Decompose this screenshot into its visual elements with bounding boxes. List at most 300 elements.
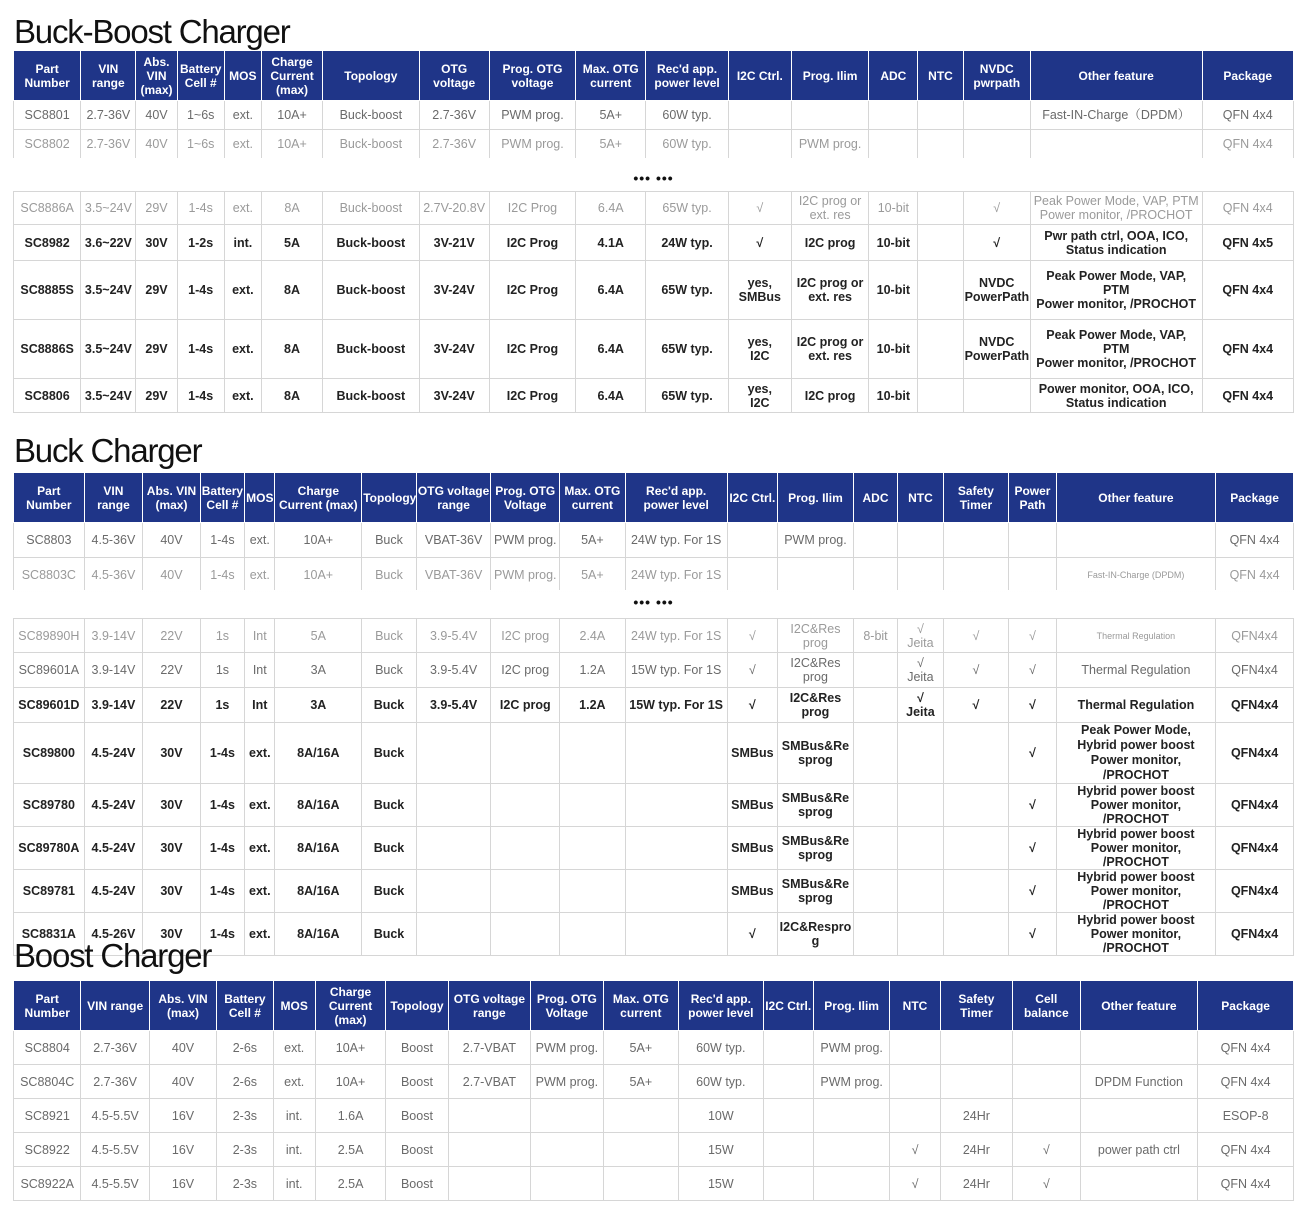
table-cell: ext. [224,130,261,159]
table-cell: 2.7V-20.8V [419,192,489,225]
table-cell [625,784,727,827]
table-cell: 8A [261,320,322,379]
table-cell: PWM prog. [531,1031,603,1065]
table-cell: PWM prog. [791,130,868,159]
table-cell: int. [224,225,261,261]
table-cell: QFN 4x4 [1202,379,1294,413]
table-cell: √ [1013,1167,1080,1201]
table-cell: 1-4s [200,827,244,870]
column-header: VIN range [81,51,136,101]
table-cell: QFN 4x4 [1202,192,1294,225]
table-cell [918,225,963,261]
table-cell: Int [245,619,275,653]
table-cell [491,913,560,956]
part-number-cell: SC89780A [14,827,85,870]
boost-table [13,980,1294,1201]
table-cell: 22V [143,653,201,688]
table-cell: Buck [362,688,417,723]
table-cell: 5A [261,225,322,261]
table-cell [763,1065,813,1099]
table-row [14,261,1294,320]
table-cell: Buck [362,870,417,913]
table-row [14,723,1294,784]
table-cell: 4.5-24V [84,784,143,827]
table-cell: power path ctrl [1080,1133,1198,1167]
table-cell [560,827,626,870]
table-cell: 1-2s [177,225,224,261]
table-row [14,225,1294,261]
table-cell: yes, I2C [728,379,791,413]
table-cell [853,870,897,913]
table-cell [416,870,491,913]
table-cell: 8A/16A [275,870,362,913]
table-cell: SMBus&Re sprog [778,784,854,827]
table-cell [898,558,943,592]
table-cell: 8A [261,261,322,320]
table-cell: SMBus [727,723,777,784]
table-cell: 2.5A [315,1133,385,1167]
part-number-cell: SC8922A [14,1167,81,1201]
table-cell: 8A/16A [275,913,362,956]
table-cell: I2C prog [491,619,560,653]
table-cell: 3.9-5.4V [416,688,491,723]
table-cell: I2C Prog [489,192,575,225]
part-number-cell: SC8801 [14,101,81,130]
table-cell: 24Hr [940,1133,1012,1167]
table-cell [853,653,897,688]
table-cell: 3.5~24V [81,320,136,379]
table-cell: 3.9-14V [84,653,143,688]
table-cell: I2C Prog [489,261,575,320]
table-cell: √ Jeita [898,688,943,723]
column-header: Rec'd app. power level [679,981,764,1031]
table-cell: Power monitor, OOA, ICO, Status indication [1030,379,1202,413]
table-cell: ext. [245,558,275,592]
table-cell: VBAT-36V [416,558,491,592]
table-cell [603,1133,678,1167]
table-cell: 24W typ. For 1S [625,523,727,558]
table-cell [918,101,963,130]
table-cell: 15W [679,1133,764,1167]
table-cell: 16V [149,1167,216,1201]
table-cell: 3.5~24V [81,261,136,320]
table-cell [918,320,963,379]
table-cell: 3A [275,653,362,688]
buck-boost-table-bottom [13,191,1294,413]
table-cell [560,913,626,956]
table-cell: 10-bit [869,225,918,261]
table-cell: 15W [679,1167,764,1201]
table-cell: PWM prog. [491,558,560,592]
column-header: MOS [245,473,275,523]
part-number-cell: SC8803C [14,558,85,592]
table-cell: 8A/16A [275,827,362,870]
table-cell [963,130,1030,159]
table-cell: QFN4x4 [1216,723,1294,784]
table-cell: 4.1A [576,225,646,261]
table-cell: QFN4x4 [1216,784,1294,827]
table-cell: 30V [136,225,177,261]
table-cell [898,523,943,558]
table-cell: 29V [136,192,177,225]
table-cell: SMBus [727,827,777,870]
table-cell: 1~6s [177,130,224,159]
table-cell: Thermal Regulation [1056,619,1215,653]
table-cell: √ [890,1167,940,1201]
table-cell: 16V [149,1099,216,1133]
column-header: Prog. OTG Voltage [491,473,560,523]
buck-boost-title: Buck-Boost Charger [14,13,290,50]
table-cell: 1s [200,653,244,688]
table-cell: 2.7-VBAT [448,1065,531,1099]
table-cell: SMBus [727,784,777,827]
table-cell [448,1167,531,1201]
table-cell: 4.5-5.5V [81,1133,149,1167]
table-cell: 3.6~22V [81,225,136,261]
table-cell: 2.7-36V [419,130,489,159]
table-cell: √ [943,653,1009,688]
table-cell: 3.9-5.4V [416,653,491,688]
table-cell [1009,523,1056,558]
table-cell: yes, I2C [728,320,791,379]
table-cell [416,913,491,956]
table-cell: QFN 4x4 [1198,1133,1294,1167]
table-cell: 3.9-14V [84,619,143,653]
buck-boost-ellipsis: ••• ••• [633,170,674,186]
table-cell [763,1099,813,1133]
table-cell [1080,1167,1198,1201]
table-cell: 2-3s [217,1167,273,1201]
table-cell: Buck [362,784,417,827]
table-cell: PWM prog. [531,1065,603,1099]
table-cell [813,1099,889,1133]
column-header: Part Number [14,981,81,1031]
table-cell: 10-bit [869,320,918,379]
table-cell: 4.5-24V [84,827,143,870]
table-cell [625,827,727,870]
table-cell: QFN4x4 [1216,827,1294,870]
part-number-cell: SC8803 [14,523,85,558]
table-cell: 10W [679,1099,764,1133]
table-cell: √ [1009,653,1056,688]
column-header: Topology [323,51,419,101]
table-cell [448,1133,531,1167]
table-cell: 29V [136,320,177,379]
table-cell [853,913,897,956]
table-cell: 29V [136,379,177,413]
table-cell: QFN 4x4 [1216,558,1294,592]
table-cell: ext. [245,523,275,558]
table-cell: 1-4s [200,523,244,558]
table-cell: √ [727,619,777,653]
table-cell: int. [273,1099,315,1133]
table-cell [1013,1065,1080,1099]
column-header: OTG voltage range [448,981,531,1031]
table-cell: √ [1009,870,1056,913]
table-cell: 1s [200,619,244,653]
table-cell: 40V [143,558,201,592]
table-cell: 10A+ [315,1065,385,1099]
table-cell: √ [727,653,777,688]
table-cell: 3A [275,688,362,723]
table-cell: √ [963,192,1030,225]
table-cell: I2C Prog [489,320,575,379]
column-header: Abs. VIN (max) [143,473,201,523]
column-header: Prog. Ilim [778,473,854,523]
table-cell [560,870,626,913]
table-cell [943,784,1009,827]
column-header: Package [1216,473,1294,523]
table-cell [728,130,791,159]
table-cell [1009,558,1056,592]
table-cell: QFN 4x5 [1202,225,1294,261]
table-cell: √ [943,688,1009,723]
table-cell: QFN 4x4 [1198,1031,1294,1065]
table-cell: 4.5-24V [84,723,143,784]
column-header: Max. OTG current [576,51,646,101]
part-number-cell: SC8921 [14,1099,81,1133]
table-cell [416,827,491,870]
table-cell: √ [890,1133,940,1167]
table-cell [943,870,1009,913]
table-cell: √ [1009,723,1056,784]
table-cell [943,523,1009,558]
table-cell: 8A/16A [275,784,362,827]
table-cell: ext. [224,101,261,130]
table-cell: Buck-boost [323,320,419,379]
table-cell: 6.4A [576,261,646,320]
table-cell: PWM prog. [489,130,575,159]
table-cell: 1-4s [177,261,224,320]
column-header: Prog. Ilim [791,51,868,101]
table-cell: Boost [386,1065,448,1099]
table-cell [1080,1099,1198,1133]
table-cell: I2C prog [791,379,868,413]
table-cell: 16V [149,1133,216,1167]
column-header: I2C Ctrl. [727,473,777,523]
table-cell: int. [273,1167,315,1201]
table-cell [898,913,943,956]
table-cell: SMBus&Re sprog [778,723,854,784]
table-cell: 30V [143,827,201,870]
table-cell: Buck [362,523,417,558]
table-cell [869,101,918,130]
table-cell: Boost [386,1167,448,1201]
column-header: Topology [362,473,417,523]
table-cell: 5A+ [560,558,626,592]
column-header: Max. OTG current [603,981,678,1031]
table-cell: 3V-24V [419,320,489,379]
table-row [14,1031,1294,1065]
table-row [14,1133,1294,1167]
table-cell: 10-bit [869,261,918,320]
column-header: Safety Timer [940,981,1012,1031]
table-cell: 4.5-36V [84,523,143,558]
column-header: Charge Current (max) [275,473,362,523]
table-cell: Buck [362,558,417,592]
column-header: Battery Cell # [217,981,273,1031]
part-number-cell: SC8831A [14,913,85,956]
table-cell [491,870,560,913]
table-cell [943,827,1009,870]
table-cell: NVDC PowerPath [963,320,1030,379]
table-cell: NVDC PowerPath [963,261,1030,320]
table-cell: QFN4x4 [1216,619,1294,653]
table-cell [963,101,1030,130]
column-header: I2C Ctrl. [728,51,791,101]
table-cell [813,1167,889,1201]
table-cell: 5A [275,619,362,653]
table-row [14,827,1294,870]
table-cell: QFN4x4 [1216,688,1294,723]
table-cell: ext. [224,192,261,225]
table-row [14,784,1294,827]
table-cell: QFN 4x4 [1202,101,1294,130]
table-cell: Peak Power Mode, VAP, PTM Power monitor, /PROCHOT [1030,192,1202,225]
table-cell: √ [963,225,1030,261]
column-header: Rec'd app. power level [625,473,727,523]
table-cell: QFN 4x4 [1198,1167,1294,1201]
part-number-cell: SC89780 [14,784,85,827]
table-cell: 2.7-36V [81,101,136,130]
table-row [14,870,1294,913]
table-cell: 1-4s [200,784,244,827]
table-cell: ext. [224,320,261,379]
table-cell: 1-4s [177,379,224,413]
table-row [14,1167,1294,1201]
table-cell: 8A [261,379,322,413]
table-cell [853,827,897,870]
buck-title: Buck Charger [14,432,202,469]
table-cell: Buck-boost [323,192,419,225]
table-cell: 4.5-24V [84,870,143,913]
column-header: Part Number [14,473,85,523]
table-cell: √ [727,688,777,723]
table-cell: 2.7-36V [419,101,489,130]
table-cell: 65W typ. [646,192,728,225]
table-cell: √ [728,192,791,225]
column-header: Abs. VIN (max) [149,981,216,1031]
table-cell: 65W typ. [646,261,728,320]
table-cell: DPDM Function [1080,1065,1198,1099]
table-cell: 3V-24V [419,379,489,413]
table-cell: 8A [261,192,322,225]
column-header: I2C Ctrl. [763,981,813,1031]
table-cell: I2C prog or ext. res [791,261,868,320]
table-cell: PWM prog. [489,101,575,130]
column-header: ADC [853,473,897,523]
table-cell: QFN4x4 [1216,870,1294,913]
column-header: OTG voltage [419,51,489,101]
table-cell: Buck [362,723,417,784]
table-cell: I2C prog [491,653,560,688]
table-cell [491,784,560,827]
table-cell: 60W typ. [646,130,728,159]
table-row [14,1065,1294,1099]
part-number-cell: SC8806 [14,379,81,413]
table-cell: 5A+ [603,1065,678,1099]
table-cell [491,723,560,784]
table-cell: 15W typ. For 1S [625,688,727,723]
table-cell: 30V [143,784,201,827]
column-header: Battery Cell # [200,473,244,523]
table-cell: 1-4s [177,192,224,225]
table-cell: 2.7-36V [81,1031,149,1065]
table-cell: Int [245,688,275,723]
column-header: Charge Current (max) [261,51,322,101]
table-cell: ESOP-8 [1198,1099,1294,1133]
table-cell [625,723,727,784]
column-header: Other feature [1080,981,1198,1031]
part-number-cell: SC89800 [14,723,85,784]
column-header: NVDC pwrpath [963,51,1030,101]
table-cell: 65W typ. [646,379,728,413]
column-header: MOS [224,51,261,101]
table-cell: QFN 4x4 [1202,320,1294,379]
table-cell: 6.4A [576,379,646,413]
table-cell [448,1099,531,1133]
table-row [14,379,1294,413]
table-cell: I2C prog or ext. res [791,320,868,379]
table-cell: 10A+ [275,523,362,558]
column-header: Abs. VIN (max) [136,51,177,101]
table-cell: Pwr path ctrl, OOA, ICO, Status indication [1030,225,1202,261]
table-cell [728,101,791,130]
buck-table-bottom [13,618,1294,956]
column-header: ADC [869,51,918,101]
table-cell [869,130,918,159]
column-header: Prog. OTG Voltage [531,981,603,1031]
table-cell: I2C&Res prog [778,688,854,723]
table-cell: Fast-IN-Charge（DPDM） [1030,101,1202,130]
table-cell: QFN 4x4 [1202,130,1294,159]
table-cell: 2.7-36V [81,1065,149,1099]
table-cell: I2C Prog [489,379,575,413]
table-row [14,523,1294,558]
table-row [14,130,1294,159]
table-cell: 5A+ [560,523,626,558]
table-cell [416,723,491,784]
table-cell: 1-4s [200,723,244,784]
table-cell [853,523,897,558]
column-header: VIN range [84,473,143,523]
table-cell [813,1133,889,1167]
column-header: VIN range [81,981,149,1031]
header-row [14,981,1294,1031]
table-cell: 4.5-26V [84,913,143,956]
table-cell: √ Jeita [898,619,943,653]
table-cell: 65W typ. [646,320,728,379]
table-cell [940,1065,1012,1099]
table-cell [890,1099,940,1133]
table-row [14,192,1294,225]
table-cell [1013,1031,1080,1065]
table-cell: 24W typ. For 1S [625,619,727,653]
part-number-cell: SC8885S [14,261,81,320]
part-number-cell: SC8886A [14,192,81,225]
table-cell: Buck [362,653,417,688]
table-cell: ext. [224,379,261,413]
table-cell: 1s [200,688,244,723]
part-number-cell: SC89781 [14,870,85,913]
table-cell: 3V-24V [419,261,489,320]
column-header: Battery Cell # [177,51,224,101]
table-cell: I2C prog [791,225,868,261]
table-cell: ext. [245,913,275,956]
table-cell [727,558,777,592]
table-cell: √ [1009,784,1056,827]
part-number-cell: SC8922 [14,1133,81,1167]
